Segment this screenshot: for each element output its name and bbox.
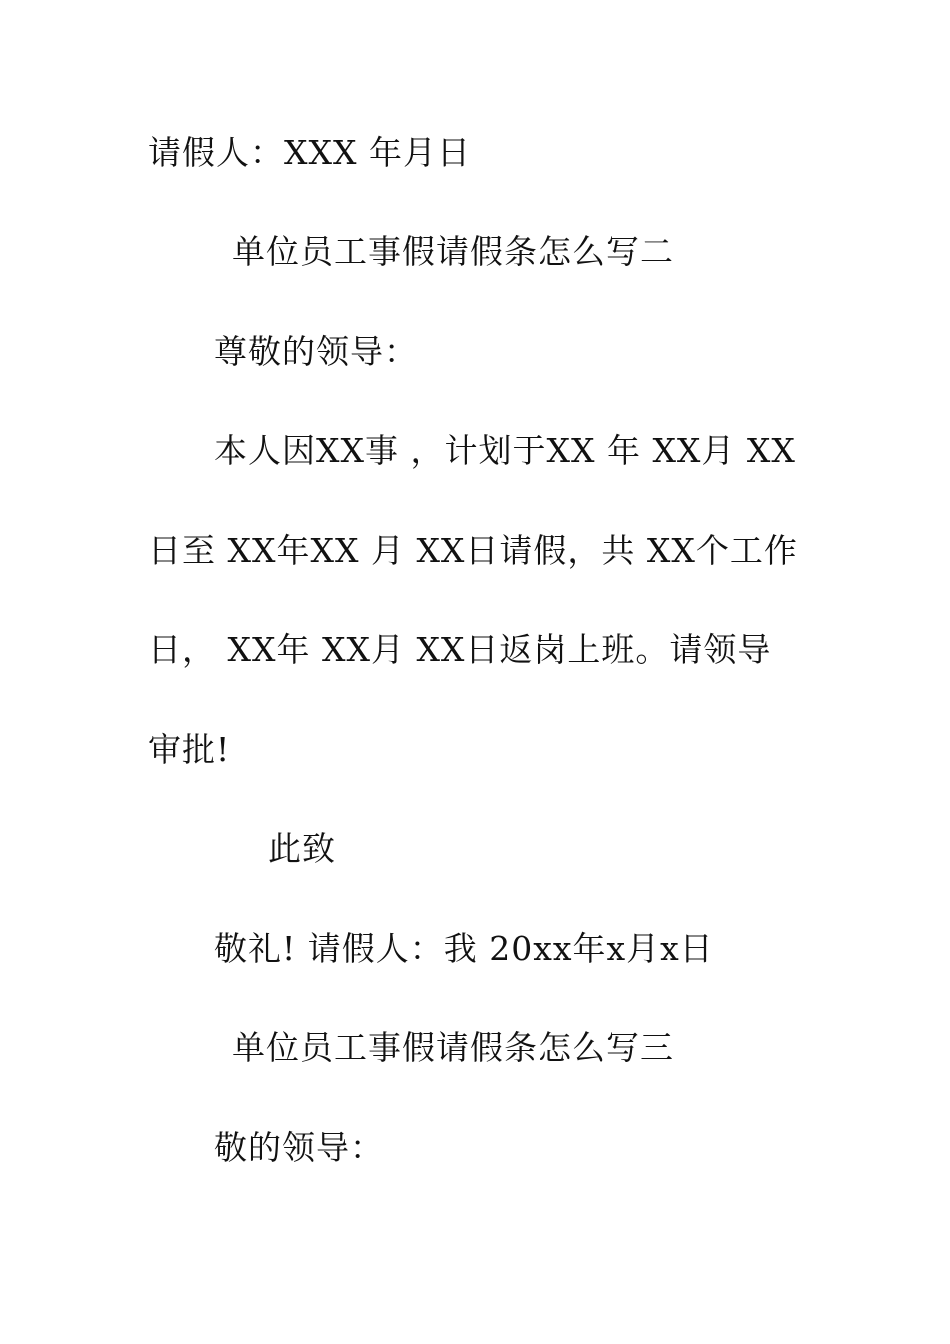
signature-line: 请假人：XXX 年月日 <box>148 133 471 172</box>
body-text-line: 日， XX年 XX月 XX日返岗上班。请领导 <box>148 630 772 669</box>
section-heading-two: 单位员工事假请假条怎么写二 <box>232 232 674 271</box>
body-text-line: 审批! <box>148 730 231 769</box>
salutation: 尊敬的领导： <box>214 332 418 371</box>
closing-phrase: 此致 <box>268 829 336 868</box>
closing-signature: 敬礼! 请假人：我 20xx年x月x日 <box>214 929 714 968</box>
body-text-line: 日至 XX年XX 月 XX日请假，共 XX个工作 <box>148 531 798 570</box>
section-heading-three: 单位员工事假请假条怎么写三 <box>232 1028 674 1067</box>
salutation: 敬的领导： <box>214 1128 384 1167</box>
body-text-line: 本人因XX事 ，计划于XX 年 XX月 XX <box>214 431 796 470</box>
